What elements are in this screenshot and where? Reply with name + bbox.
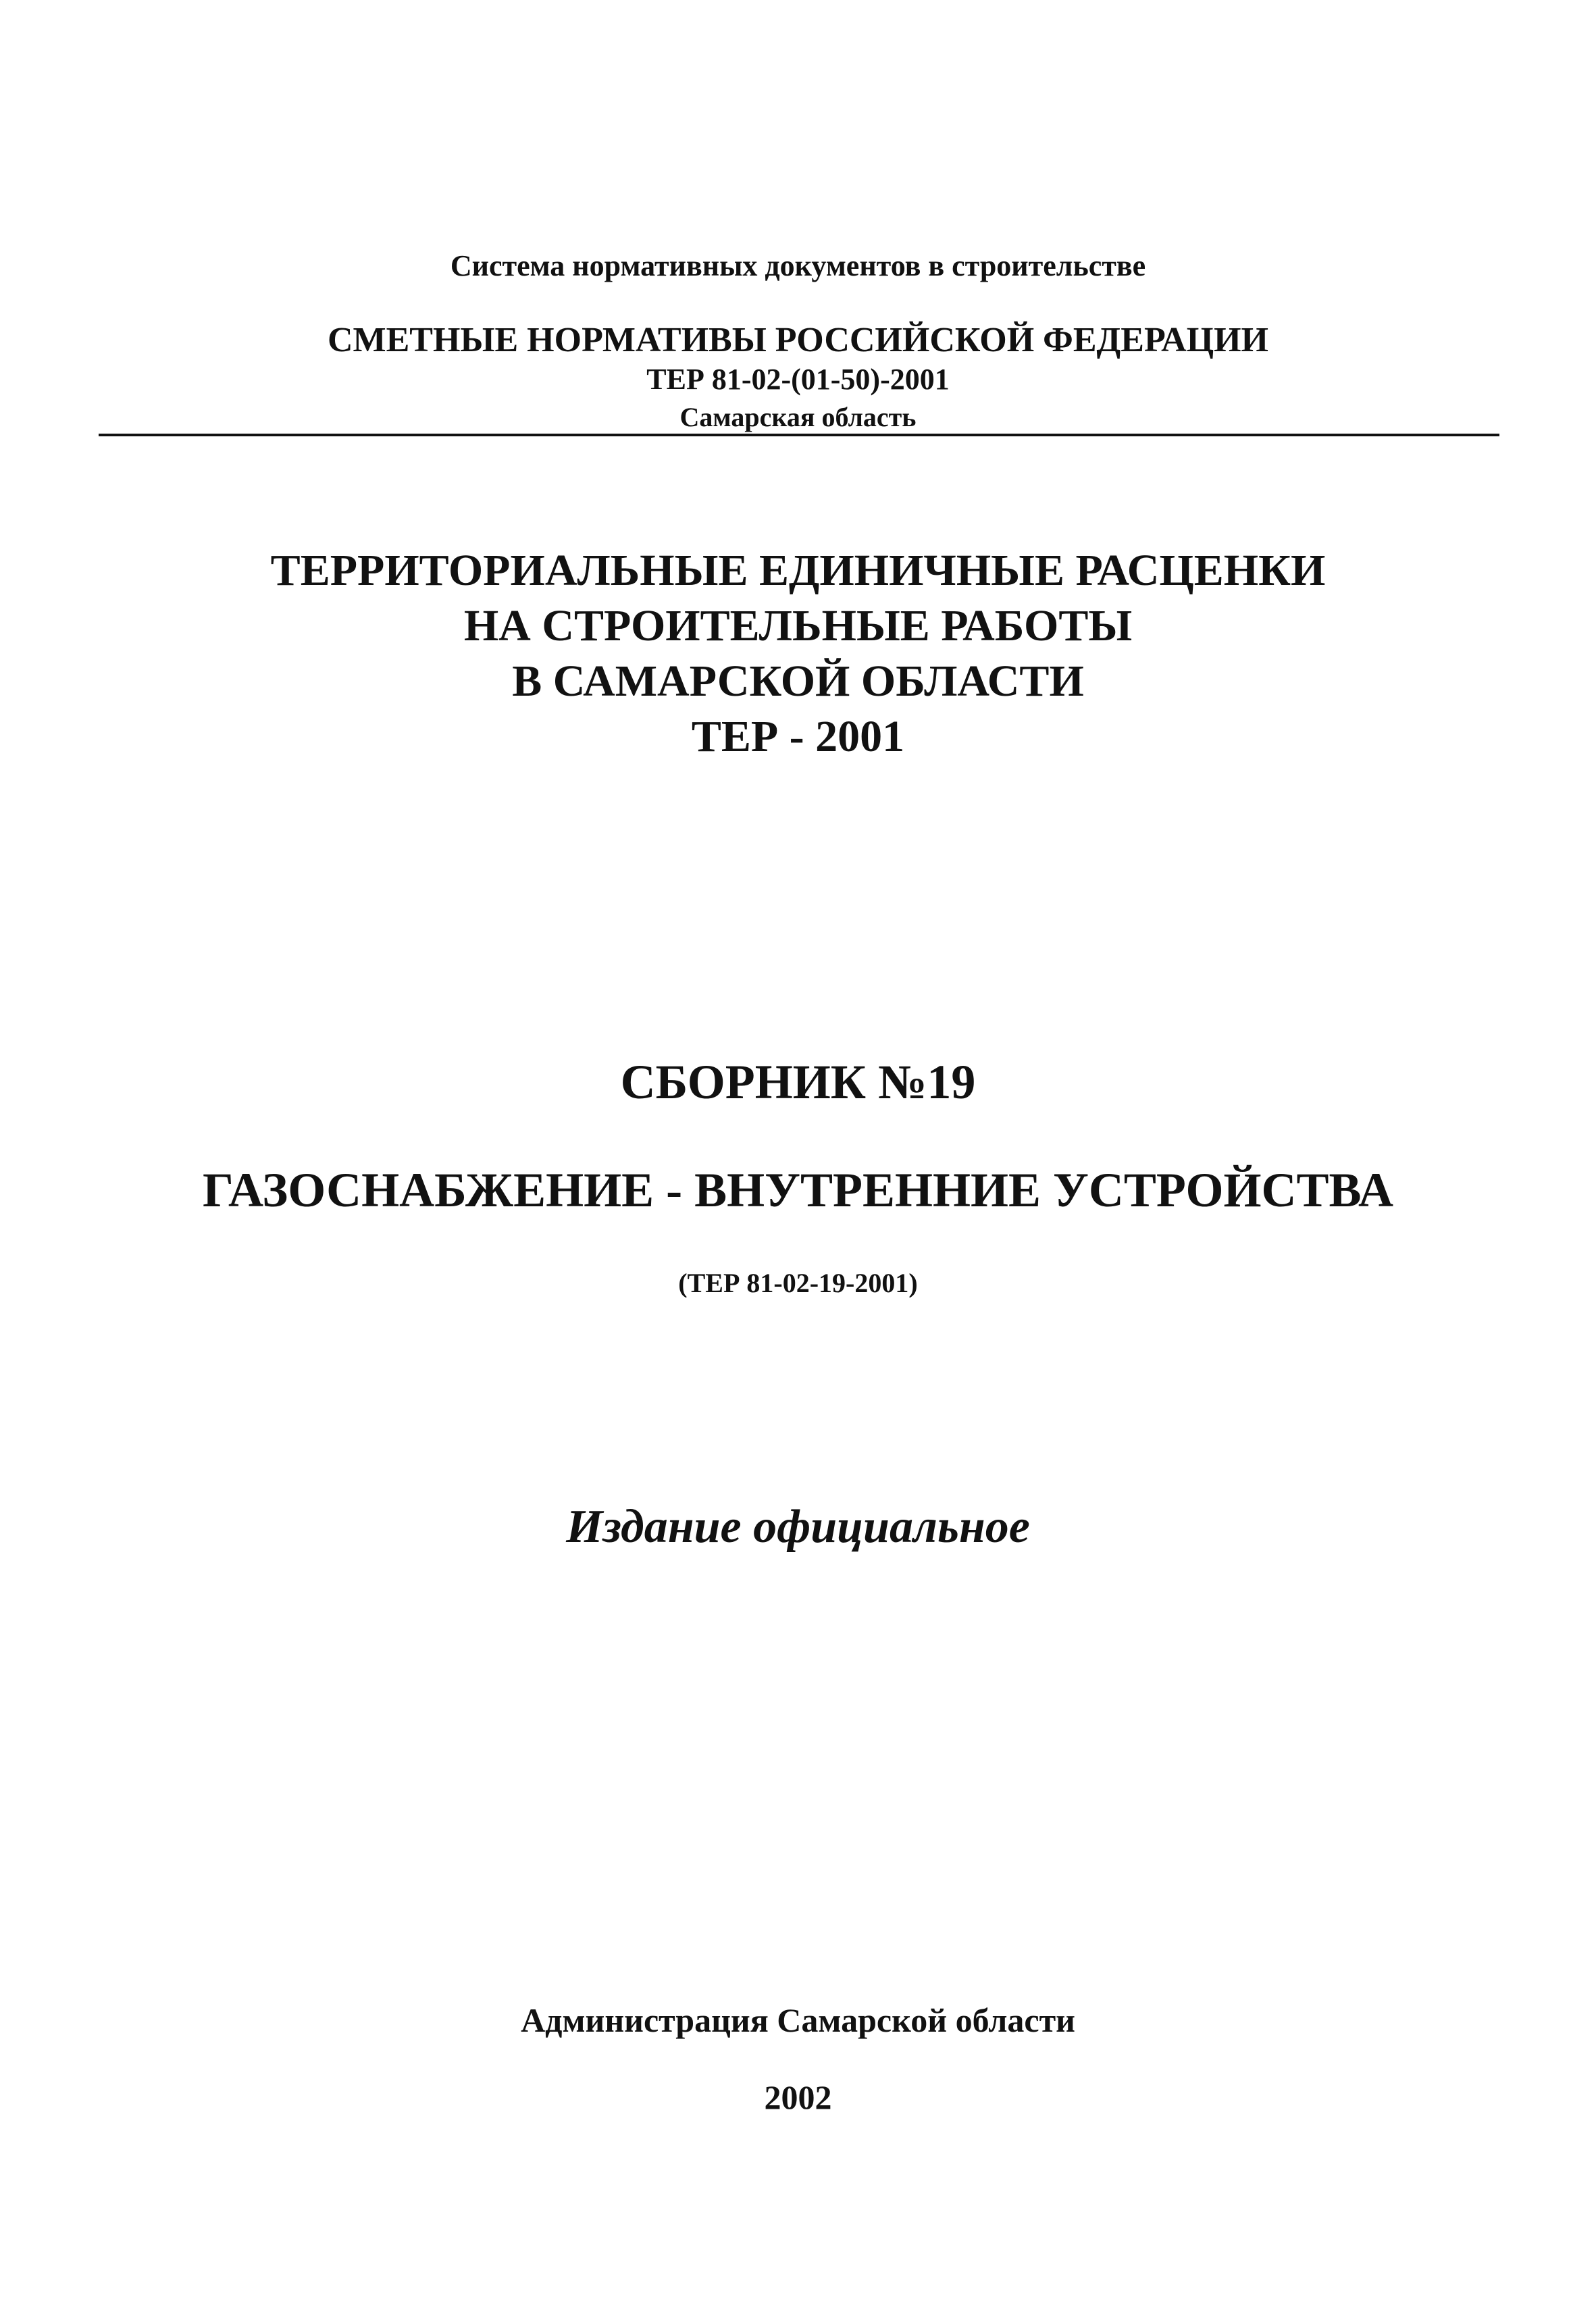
norms-code: ТЕР 81-02-(01-50)-2001: [646, 363, 950, 396]
collection-subject: ГАЗОСНАБЖЕНИЕ - ВНУТРЕННИЕ УСТРОЙСТВА: [203, 1163, 1393, 1217]
publication-year: 2002: [764, 2078, 832, 2116]
main-title-line-2: НА СТРОИТЕЛЬНЫЕ РАБОТЫ: [463, 601, 1133, 650]
edition-label: Издание официальное: [566, 1501, 1030, 1553]
publisher-name: Администрация Самарской области: [521, 2001, 1075, 2039]
norms-title: СМЕТНЫЕ НОРМАТИВЫ РОССИЙСКОЙ ФЕДЕРАЦИИ: [327, 321, 1268, 359]
header-divider: [99, 434, 1499, 436]
main-title-line-1: ТЕРРИТОРИАЛЬНЫЕ ЕДИНИЧНЫЕ РАСЦЕНКИ: [270, 546, 1326, 595]
collection-number: СБОРНИК №19: [620, 1055, 976, 1109]
system-title: Система нормативных документов в строительстве: [450, 249, 1146, 282]
main-title-line-3: В САМАРСКОЙ ОБЛАСТИ: [512, 657, 1084, 706]
region-label: Самарская область: [679, 402, 917, 432]
collection-code: (ТЕР 81-02-19-2001): [678, 1268, 918, 1298]
main-title-line-4: ТЕР - 2001: [691, 712, 905, 761]
